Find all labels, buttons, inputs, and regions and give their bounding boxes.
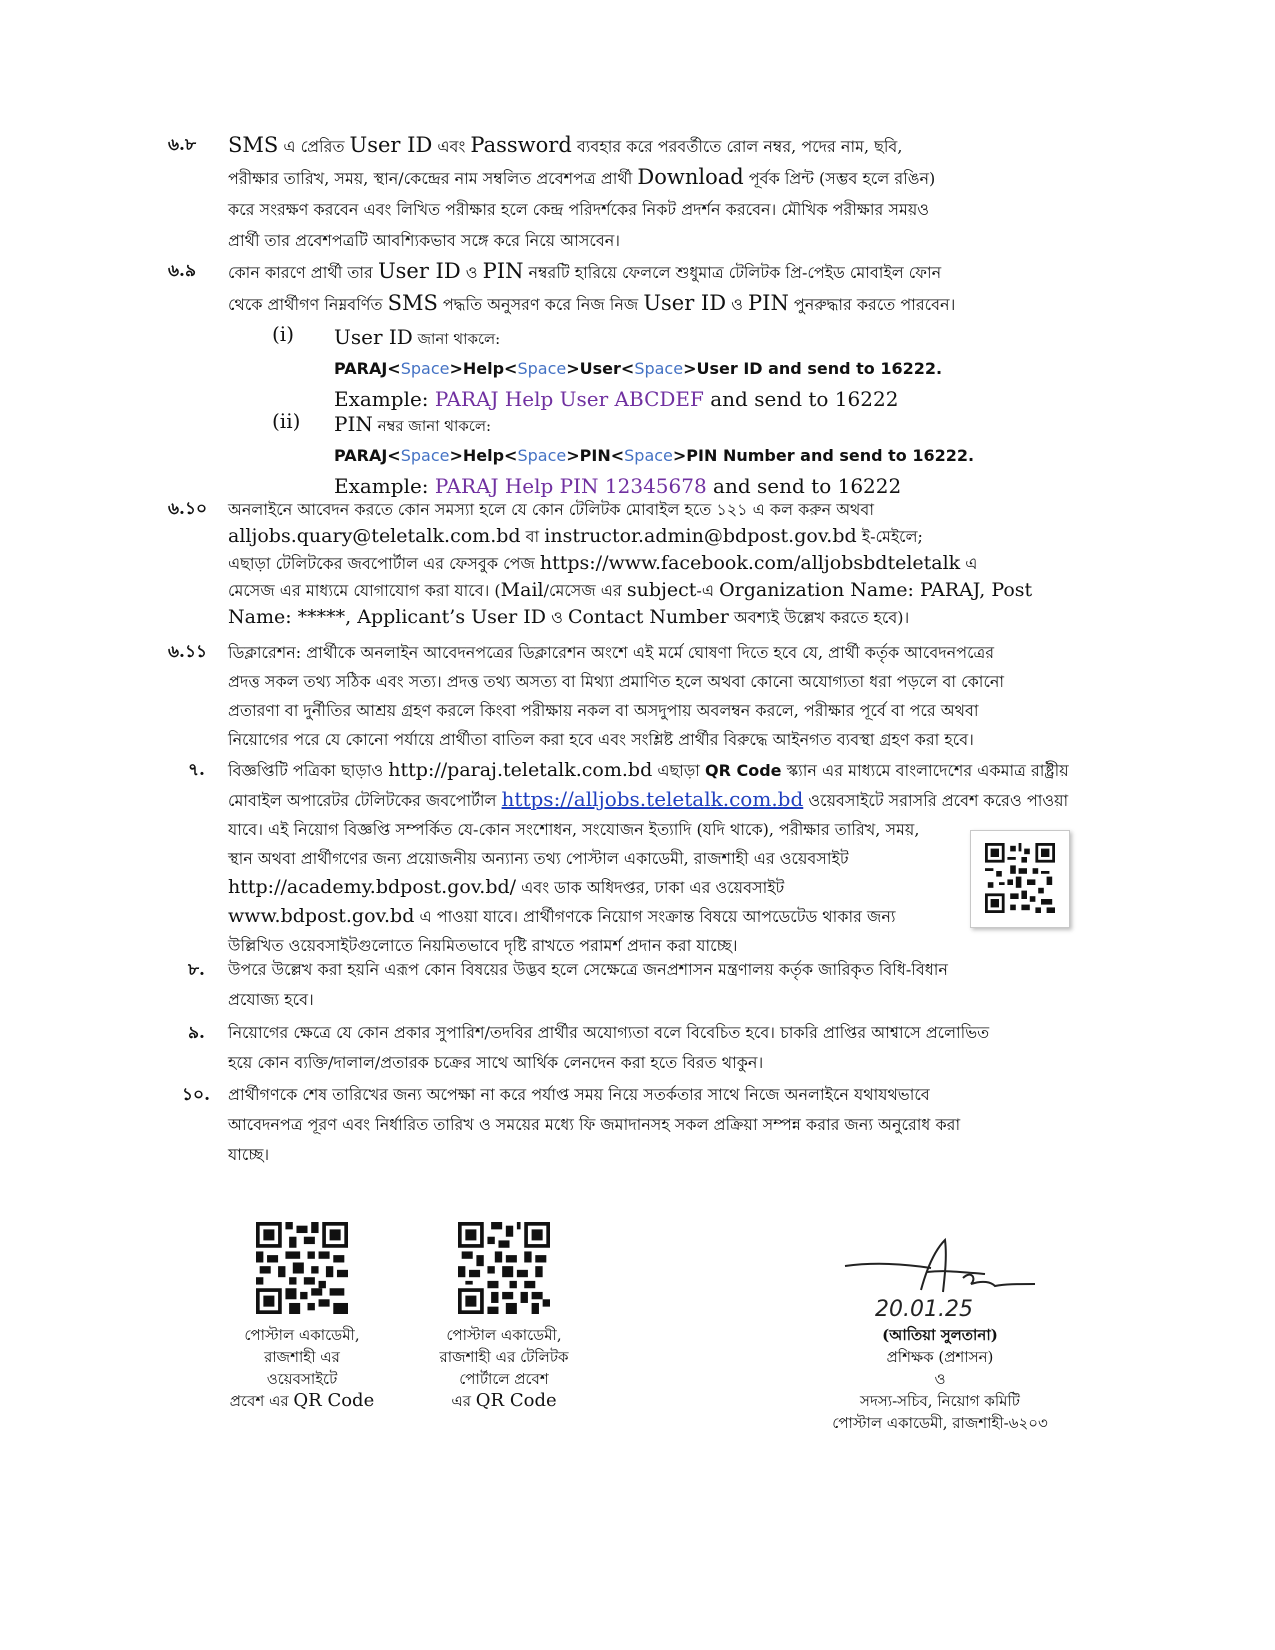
- paragraph-number: ৬.৯: [168, 261, 197, 281]
- line: মেসেজ এর মাধ্যমে যোগাযোগ করা যাবে। (Mail/মেসেজ এর subject-এ Organization Name: PARAJ, Post: [228, 579, 1033, 601]
- qr-caption-line: প্রবেশ এর QR Code: [229, 1390, 375, 1411]
- line: অনলাইনে আবেদন করতে কোন সমস্যা হলে যে কোন টেলিটক মোবাইল হতে ১২১ এ কল করুন অথবা: [228, 500, 874, 519]
- facebook-link[interactable]: https://www.facebook.com/alljobsbdteletalk: [539, 552, 961, 574]
- qr-teletalk-portal: [414, 1222, 594, 1412]
- paragraph-number: ৬.১০: [168, 499, 208, 519]
- paragraph-6-10: [168, 496, 1080, 631]
- email-link[interactable]: alljobs.quary@teletalk.com.bd: [228, 525, 521, 547]
- line: কোন কারণে প্রার্থী তার User ID ও PIN নম্বরটি হারিয়ে ফেললে শুধুমাত্র টেলিটক প্রি-পেইড মোবাইল ফোন: [228, 259, 942, 283]
- paragraph-number: ১০.: [182, 1085, 211, 1105]
- qr-caption-line: পোস্টাল একাডেমী,: [446, 1326, 562, 1344]
- line: এছাড়া টেলিটকের জবপোর্টাল এর ফেসবুক পেজ https://www.facebook.com/alljobsbdteletalk এ: [228, 552, 978, 574]
- list-item-pin: [272, 409, 1094, 501]
- paragraph-number: ৯.: [188, 1023, 205, 1043]
- signatory-organization: পোস্টাল একাডেমী, রাজশাহী-৬২০৩: [832, 1414, 1048, 1432]
- paragraph-6-9: [168, 256, 1080, 320]
- sms-example: Example: PARAJ Help User ABCDEF and send to 16222: [334, 387, 899, 411]
- list-marker: (i): [272, 322, 295, 346]
- paragraph-9: [188, 1018, 1080, 1078]
- line: http://academy.bdpost.gov.bd/ এবং ডাক অধিদপ্তর, ঢাকা এর ওয়েবসাইট: [228, 876, 785, 898]
- line: নিয়োগের পরে যে কোনো পর্যায়ে প্রার্থীতা বাতিল করা হবে এবং সংশ্লিষ্ট প্রার্থীর বিরুদ্ধে আইনগত ব্যবস্থা গ্রহণ করা হবে।: [228, 730, 974, 749]
- line: প্রার্থীগণকে শেষ তারিখের জন্য অপেক্ষা না করে পর্যাপ্ত সময় নিয়ে সতর্কতার সাথে নিজে অনলাইনে যথাযথভাবে: [228, 1085, 930, 1104]
- paragraph-number: ৬.১১: [168, 642, 208, 662]
- paragraph-8: [188, 955, 1080, 1015]
- line: হয়ে কোন ব্যক্তি/দালাল/প্রতারক চক্রের সাথে আর্থিক লেনদেন করা হতে বিরত থাকুন।: [228, 1053, 764, 1072]
- qr-caption-line: ওয়েবসাইটে: [266, 1370, 338, 1388]
- qr-caption-line: রাজশাহী এর: [264, 1348, 340, 1366]
- paragraph-6-8: [168, 130, 1080, 256]
- paragraph-6-11: [168, 638, 1080, 754]
- signature-date: 20.01.25: [875, 1297, 973, 1322]
- signatory-and: ও: [934, 1370, 946, 1388]
- paragraph-10: [182, 1080, 1080, 1170]
- line: পরীক্ষার তারিখ, সময়, স্থান/কেন্দ্রের নাম সম্বলিত প্রবেশপত্র প্রার্থী Download পূর্বক প্রিন্ট (সম্ভব হলে রঙিন): [228, 165, 936, 189]
- qr-caption-line: পোস্টাল একাডেমী,: [244, 1326, 360, 1344]
- paragraph-7: [188, 756, 1080, 960]
- qr-code-teletalk: [970, 830, 1070, 928]
- paragraph-number: ৬.৮: [168, 135, 197, 155]
- line: প্রযোজ্য হবে।: [228, 990, 314, 1009]
- signatory-role: সদস্য-সচিব, নিয়োগ কমিটি: [860, 1392, 1020, 1410]
- line: বিজ্ঞপ্তিটি পত্রিকা ছাড়াও http://paraj.teletalk.com.bd এছাড়া QR Code স্ক্যান এর মাধ্যমে বাংলাদেশের একমাত্র রাষ্ট্রীয়: [228, 759, 1069, 781]
- line: SMS এ প্রেরিত User ID এবং Password ব্যবহার করে পরবর্তীতে রোল নম্বর, পদের নাম, ছবি,: [228, 133, 903, 157]
- line: প্রদত্ত সকল তথ্য সঠিক এবং সত্য। প্রদত্ত তথ্য অসত্য বা মিথ্যা প্রমাণিত হলে অথবা কোনো অযোগ্যতা ধরা পড়লে বা কোনো: [228, 672, 1005, 691]
- line: alljobs.quary@teletalk.com.bd বা instructor.admin@bdpost.gov.bd ই-মেইলে;: [228, 525, 923, 547]
- paragraph-number: ৭.: [188, 760, 205, 780]
- qr-code-icon: [256, 1222, 348, 1314]
- signature-block: [820, 1232, 1060, 1434]
- line: থেকে প্রার্থীগণ নিম্নবর্ণিত SMS পদ্ধতি অনুসরণ করে নিজ নিজ User ID ও PIN পুনরুদ্ধার করতে পারবেন।: [228, 291, 956, 315]
- line: প্রার্থী তার প্রবেশপত্রটি আবশ্যিকভাব সঙ্গে করে নিয়ে আসবেন।: [228, 231, 620, 250]
- qr-code-icon: [458, 1222, 550, 1314]
- website-link[interactable]: http://paraj.teletalk.com.bd: [388, 759, 653, 781]
- qr-caption-line: পোর্টালে প্রবেশ: [459, 1370, 549, 1388]
- list-item-heading: User ID জানা থাকলে:: [334, 325, 501, 349]
- sms-example: Example: PARAJ Help PIN 12345678 and send to 16222: [334, 474, 902, 498]
- line: নিয়োগের ক্ষেত্রে যে কোন প্রকার সুপারিশ/তদবির প্রার্থীর অযোগ্যতা বলে বিবেচিত হবে। চাকরি প্রাপ্তির আশ্বাসে প্রলোভিত: [228, 1023, 990, 1042]
- line: যাচ্ছে।: [228, 1145, 270, 1164]
- line: যাবে। এই নিয়োগ বিজ্ঞপ্তি সম্পর্কিত যে-কোন সংশোধন, সংযোজন ইত্যাদি (যদি থাকে), পরীক্ষার তারিখ, সময়,: [228, 820, 920, 839]
- line: উল্লিখিত ওয়েবসাইটগুলোতে নিয়মিতভাবে দৃষ্টি রাখতে পরামর্শ প্রদান করা যাচ্ছে।: [228, 936, 738, 955]
- line: স্থান অথবা প্রার্থীগণের জন্য প্রয়োজনীয় অন্যান্য তথ্য পোস্টাল একাডেমী, রাজশাহী এর ওয়েবসাইট: [228, 849, 849, 868]
- paragraph-number: ৮.: [188, 960, 205, 980]
- signatory-name: (আতিয়া সুলতানা): [882, 1326, 998, 1344]
- line: Name: *****, Applicant’s User ID ও Contact Number অবশ্যই উল্লেখ করতে হবে)।: [228, 606, 910, 628]
- handwritten-signature: [835, 1232, 1045, 1324]
- academy-link[interactable]: http://academy.bdpost.gov.bd/: [228, 876, 517, 898]
- line: মোবাইল অপারেটর টেলিটকের জবপোর্টাল https://alljobs.teletalk.com.bd ওয়েবসাইটে সরাসরি প্রবেশ করেও পাওয়া: [228, 787, 1069, 811]
- qr-caption-line: রাজশাহী এর টেলিটক: [439, 1348, 569, 1366]
- line: করে সংরক্ষণ করবেন এবং লিখিত পরীক্ষার হলে কেন্দ্র পরিদর্শকের নিকট প্রদর্শন করবেন। মৌখিক পরীক্ষার সময়ও: [228, 200, 930, 219]
- line: প্রতারণা বা দুর্নীতির আশ্রয় গ্রহণ করলে কিংবা পরীক্ষায় নকল বা অসদুপায় অবলম্বন করলে, পরীক্ষার পূর্বে বা পরে অথবা: [228, 701, 979, 720]
- signatory-title: প্রশিক্ষক (প্রশাসন): [886, 1348, 994, 1366]
- line: উপরে উল্লেখ করা হয়নি এরূপ কোন বিষয়ের উদ্ভব হলে সেক্ষেত্রে জনপ্রশাসন মন্ত্রণালয় কর্তৃক জারিকৃত বিধি-বিধান: [228, 960, 948, 979]
- line: www.bdpost.gov.bd এ পাওয়া যাবে। প্রার্থীগণকে নিয়োগ সংক্রান্ত বিষয়ে আপডেটেড থাকার জন্য: [228, 905, 896, 927]
- list-item-heading: PIN নম্বর জানা থাকলে:: [334, 412, 492, 436]
- sms-command: PARAJ<Space>Help<Space>PIN<Space>PIN Number and send to 16222.: [334, 446, 975, 465]
- bdpost-link[interactable]: www.bdpost.gov.bd: [228, 905, 415, 927]
- line: আবেদনপত্র পূরণ এবং নির্ধারিত তারিখ ও সময়ের মধ্যে ফি জমাদানসহ সকল প্রক্রিয়া সম্পন্ন করার জন্য অনুরোধ করা: [228, 1115, 961, 1134]
- list-item-user-id: [272, 322, 1094, 414]
- teletalk-jobs-link[interactable]: https://alljobs.teletalk.com.bd: [501, 787, 804, 811]
- qr-academy-website: [212, 1222, 392, 1412]
- list-marker: (ii): [272, 409, 301, 433]
- email-link[interactable]: instructor.admin@bdpost.gov.bd: [544, 525, 857, 547]
- qr-code-icon: [985, 843, 1055, 913]
- line: ডিক্লারেশন: প্রার্থীকে অনলাইন আবেদনপত্রের ডিক্লারেশন অংশে এই মর্মে ঘোষণা দিতে হবে যে, প্রার্থী কর্তৃক আবেদনপত্রের: [228, 643, 995, 662]
- qr-caption-line: এর QR Code: [451, 1390, 557, 1411]
- sms-command: PARAJ<Space>Help<Space>User<Space>User ID and send to 16222.: [334, 359, 943, 378]
